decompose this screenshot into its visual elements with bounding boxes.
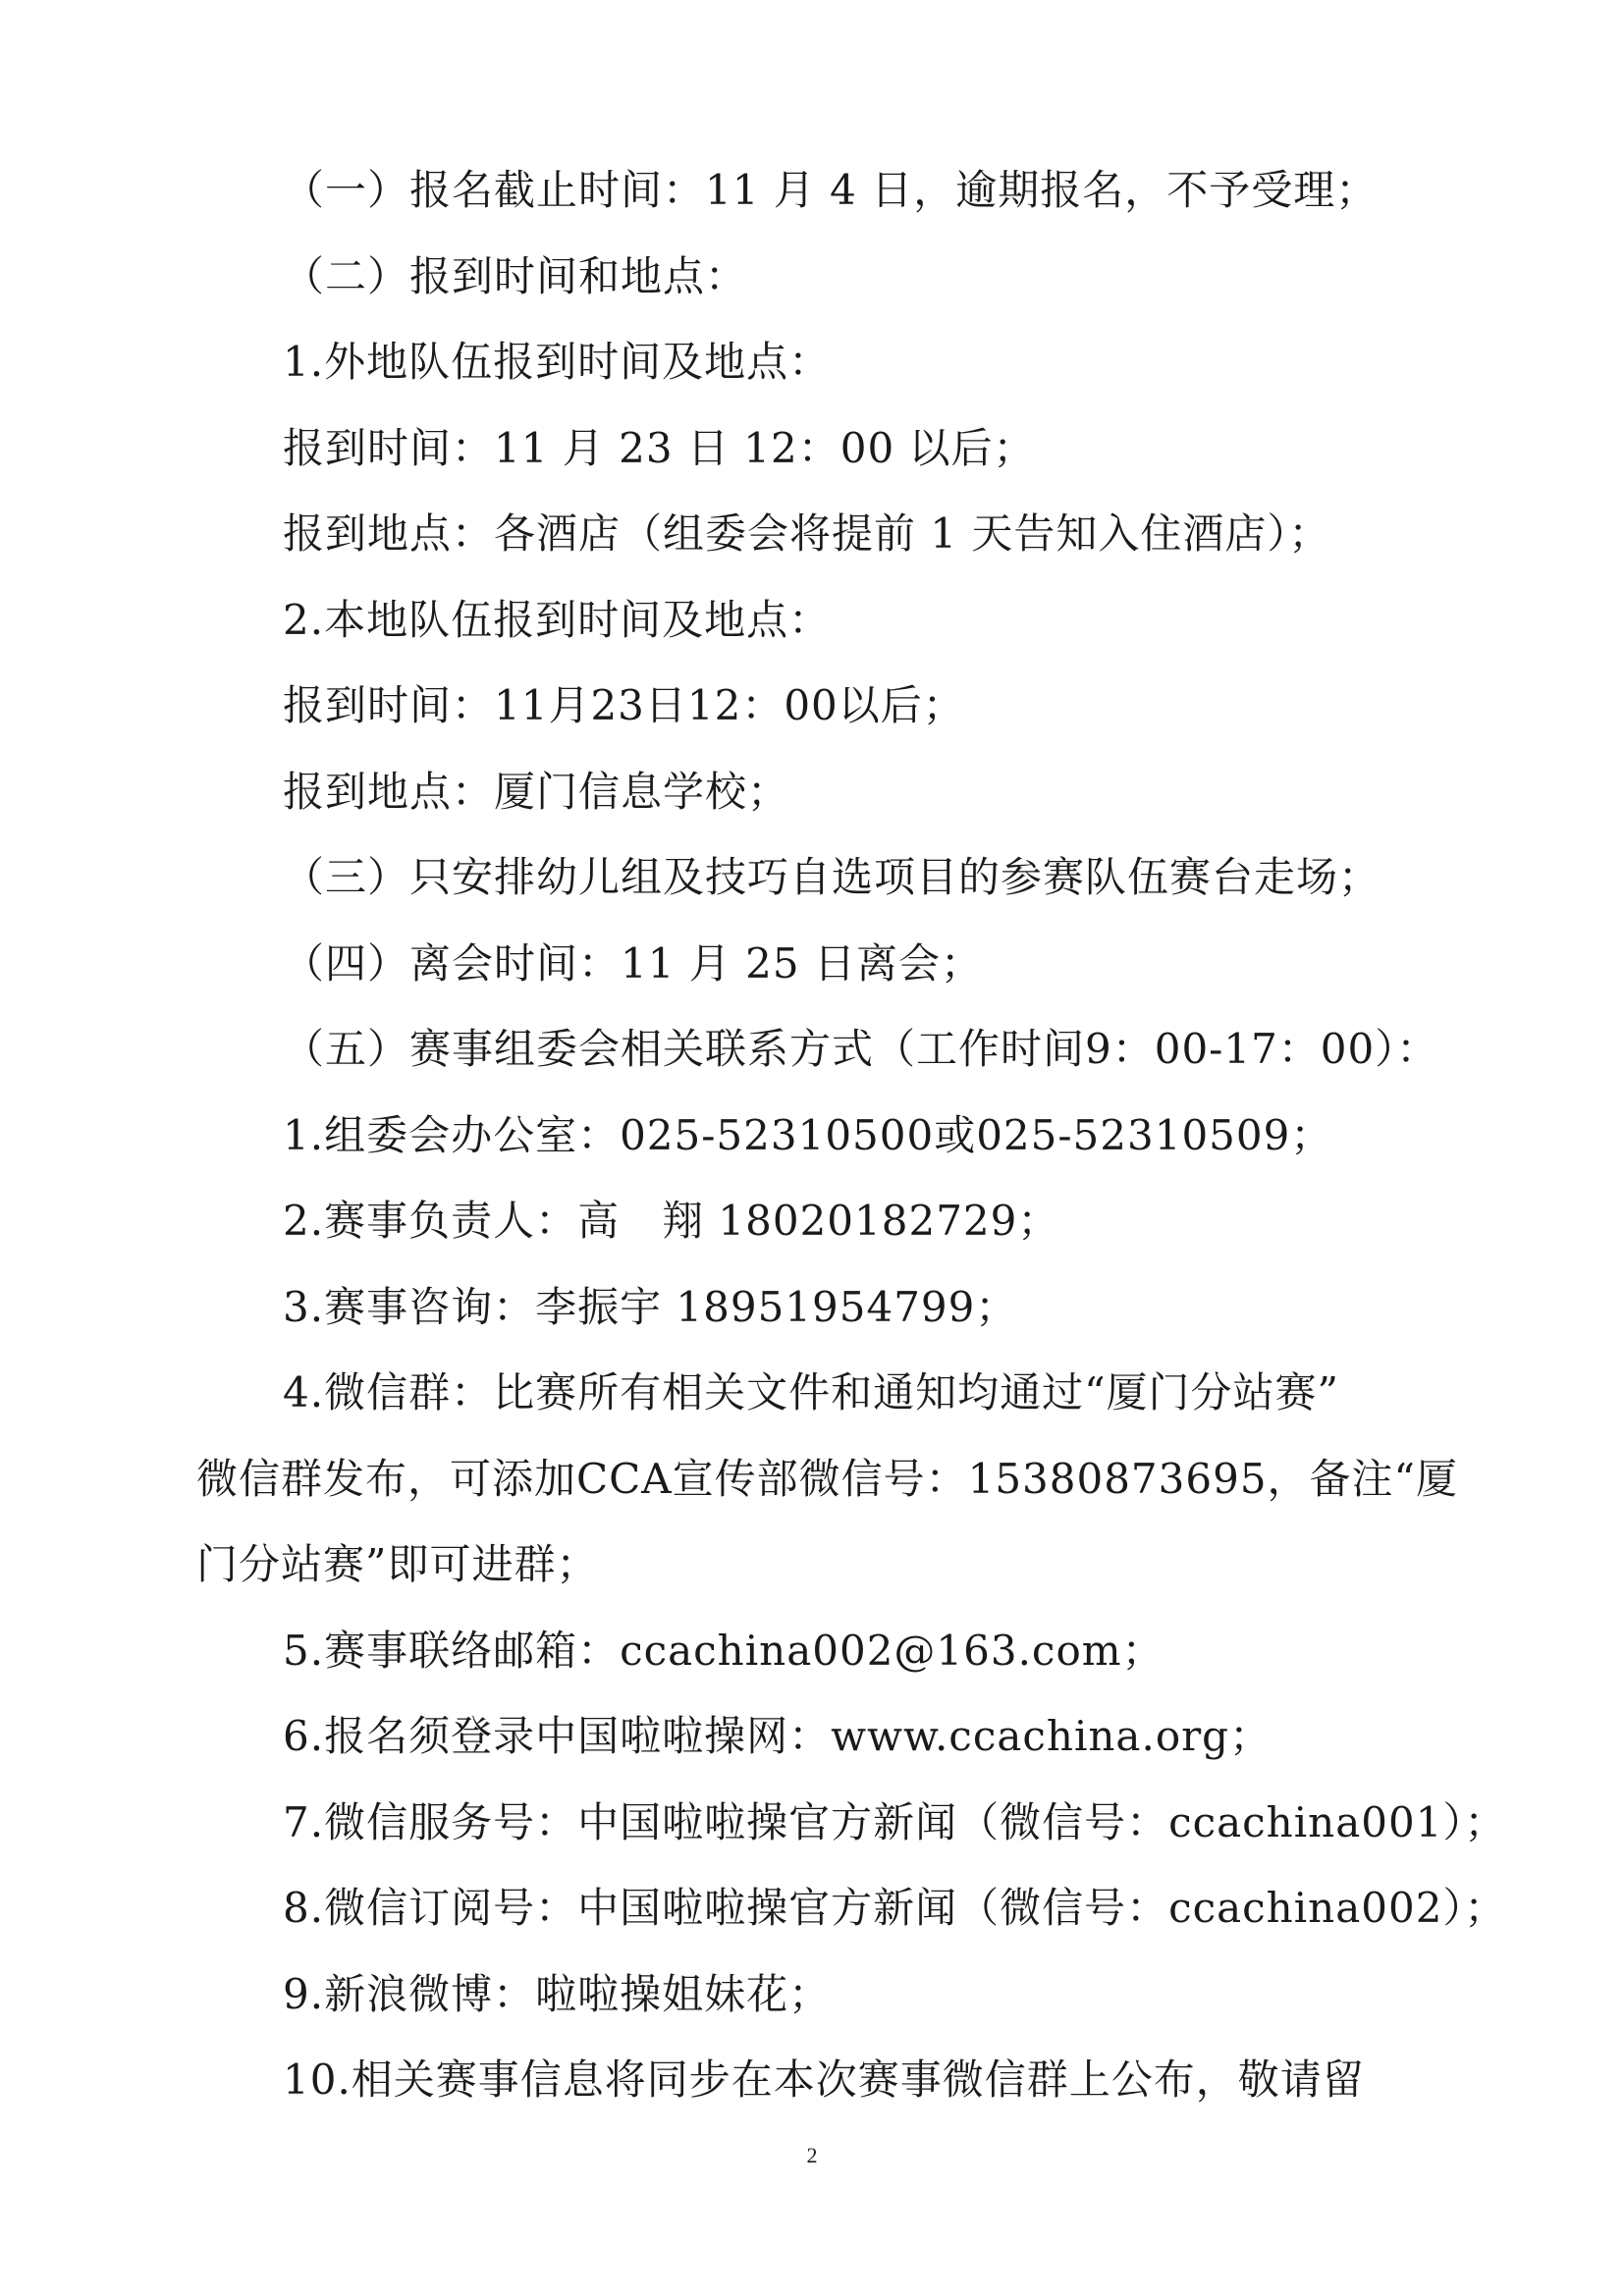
paragraph-line: 3.赛事咨询：李振宇 18951954799； [283,1282,1018,1331]
paragraph-line: 7.微信服务号：中国啦啦操官方新闻（微信号：ccachina001）； [283,1797,1507,1846]
paragraph-line: 4.微信群：比赛所有相关文件和通知均通过“厦门分站赛” [283,1368,1340,1416]
paragraph-line: 报到时间：11月23日12：00以后； [283,681,965,729]
paragraph-line: （三）只安排幼儿组及技巧自选项目的参赛队伍赛台走场； [283,853,1381,901]
paragraph-line: 2.赛事负责人：高 翔 18020182729； [283,1197,1060,1245]
paragraph-line: 报到地点：厦门信息学校； [283,767,790,816]
paragraph-line: 报到时间：11 月 23 日 12：00 以后； [283,423,1036,472]
paragraph-line: 门分站赛”即可进群； [196,1540,599,1588]
paragraph-line: （五）赛事组委会相关联系方式（工作时间9：00-17：00）： [283,1025,1439,1073]
paragraph-line: 6.报名须登录中国啦啦操网：www.ccachina.org； [283,1712,1272,1760]
paragraph-line: 9.新浪微博：啦啦操姐妹花； [283,1969,832,2018]
paragraph-line: 5.赛事联络邮箱：ccachina002@163.com； [283,1626,1164,1675]
paragraph-line: 微信群发布，可添加CCA宣传部微信号：15380873695，备注“厦 [196,1454,1459,1503]
paragraph-line: 8.微信订阅号：中国啦啦操官方新闻（微信号：ccachina002）； [283,1884,1507,1932]
paragraph-line: 1.外地队伍报到时间及地点： [283,338,832,386]
paragraph-line: 报到地点：各酒店（组委会将提前 1 天告知入住酒店）； [283,509,1331,558]
document-body [196,147,1507,2123]
paragraph-line: 1.组委会办公室：025-52310500或025-52310509； [283,1110,1333,1159]
paragraph-line: （一）报名截止时间：11 月 4 日，逾期报名，不予受理； [283,166,1379,214]
paragraph-line: （二）报到时间和地点： [283,251,748,300]
paragraph-line: 10.相关赛事信息将同步在本次赛事微信群上公布，敬请留 [283,2056,1365,2104]
paragraph-line: 2.本地队伍报到时间及地点： [283,595,832,644]
page-number: 2 [806,2143,818,2167]
paragraph-line: （四）离会时间：11 月 25 日离会； [283,938,983,988]
